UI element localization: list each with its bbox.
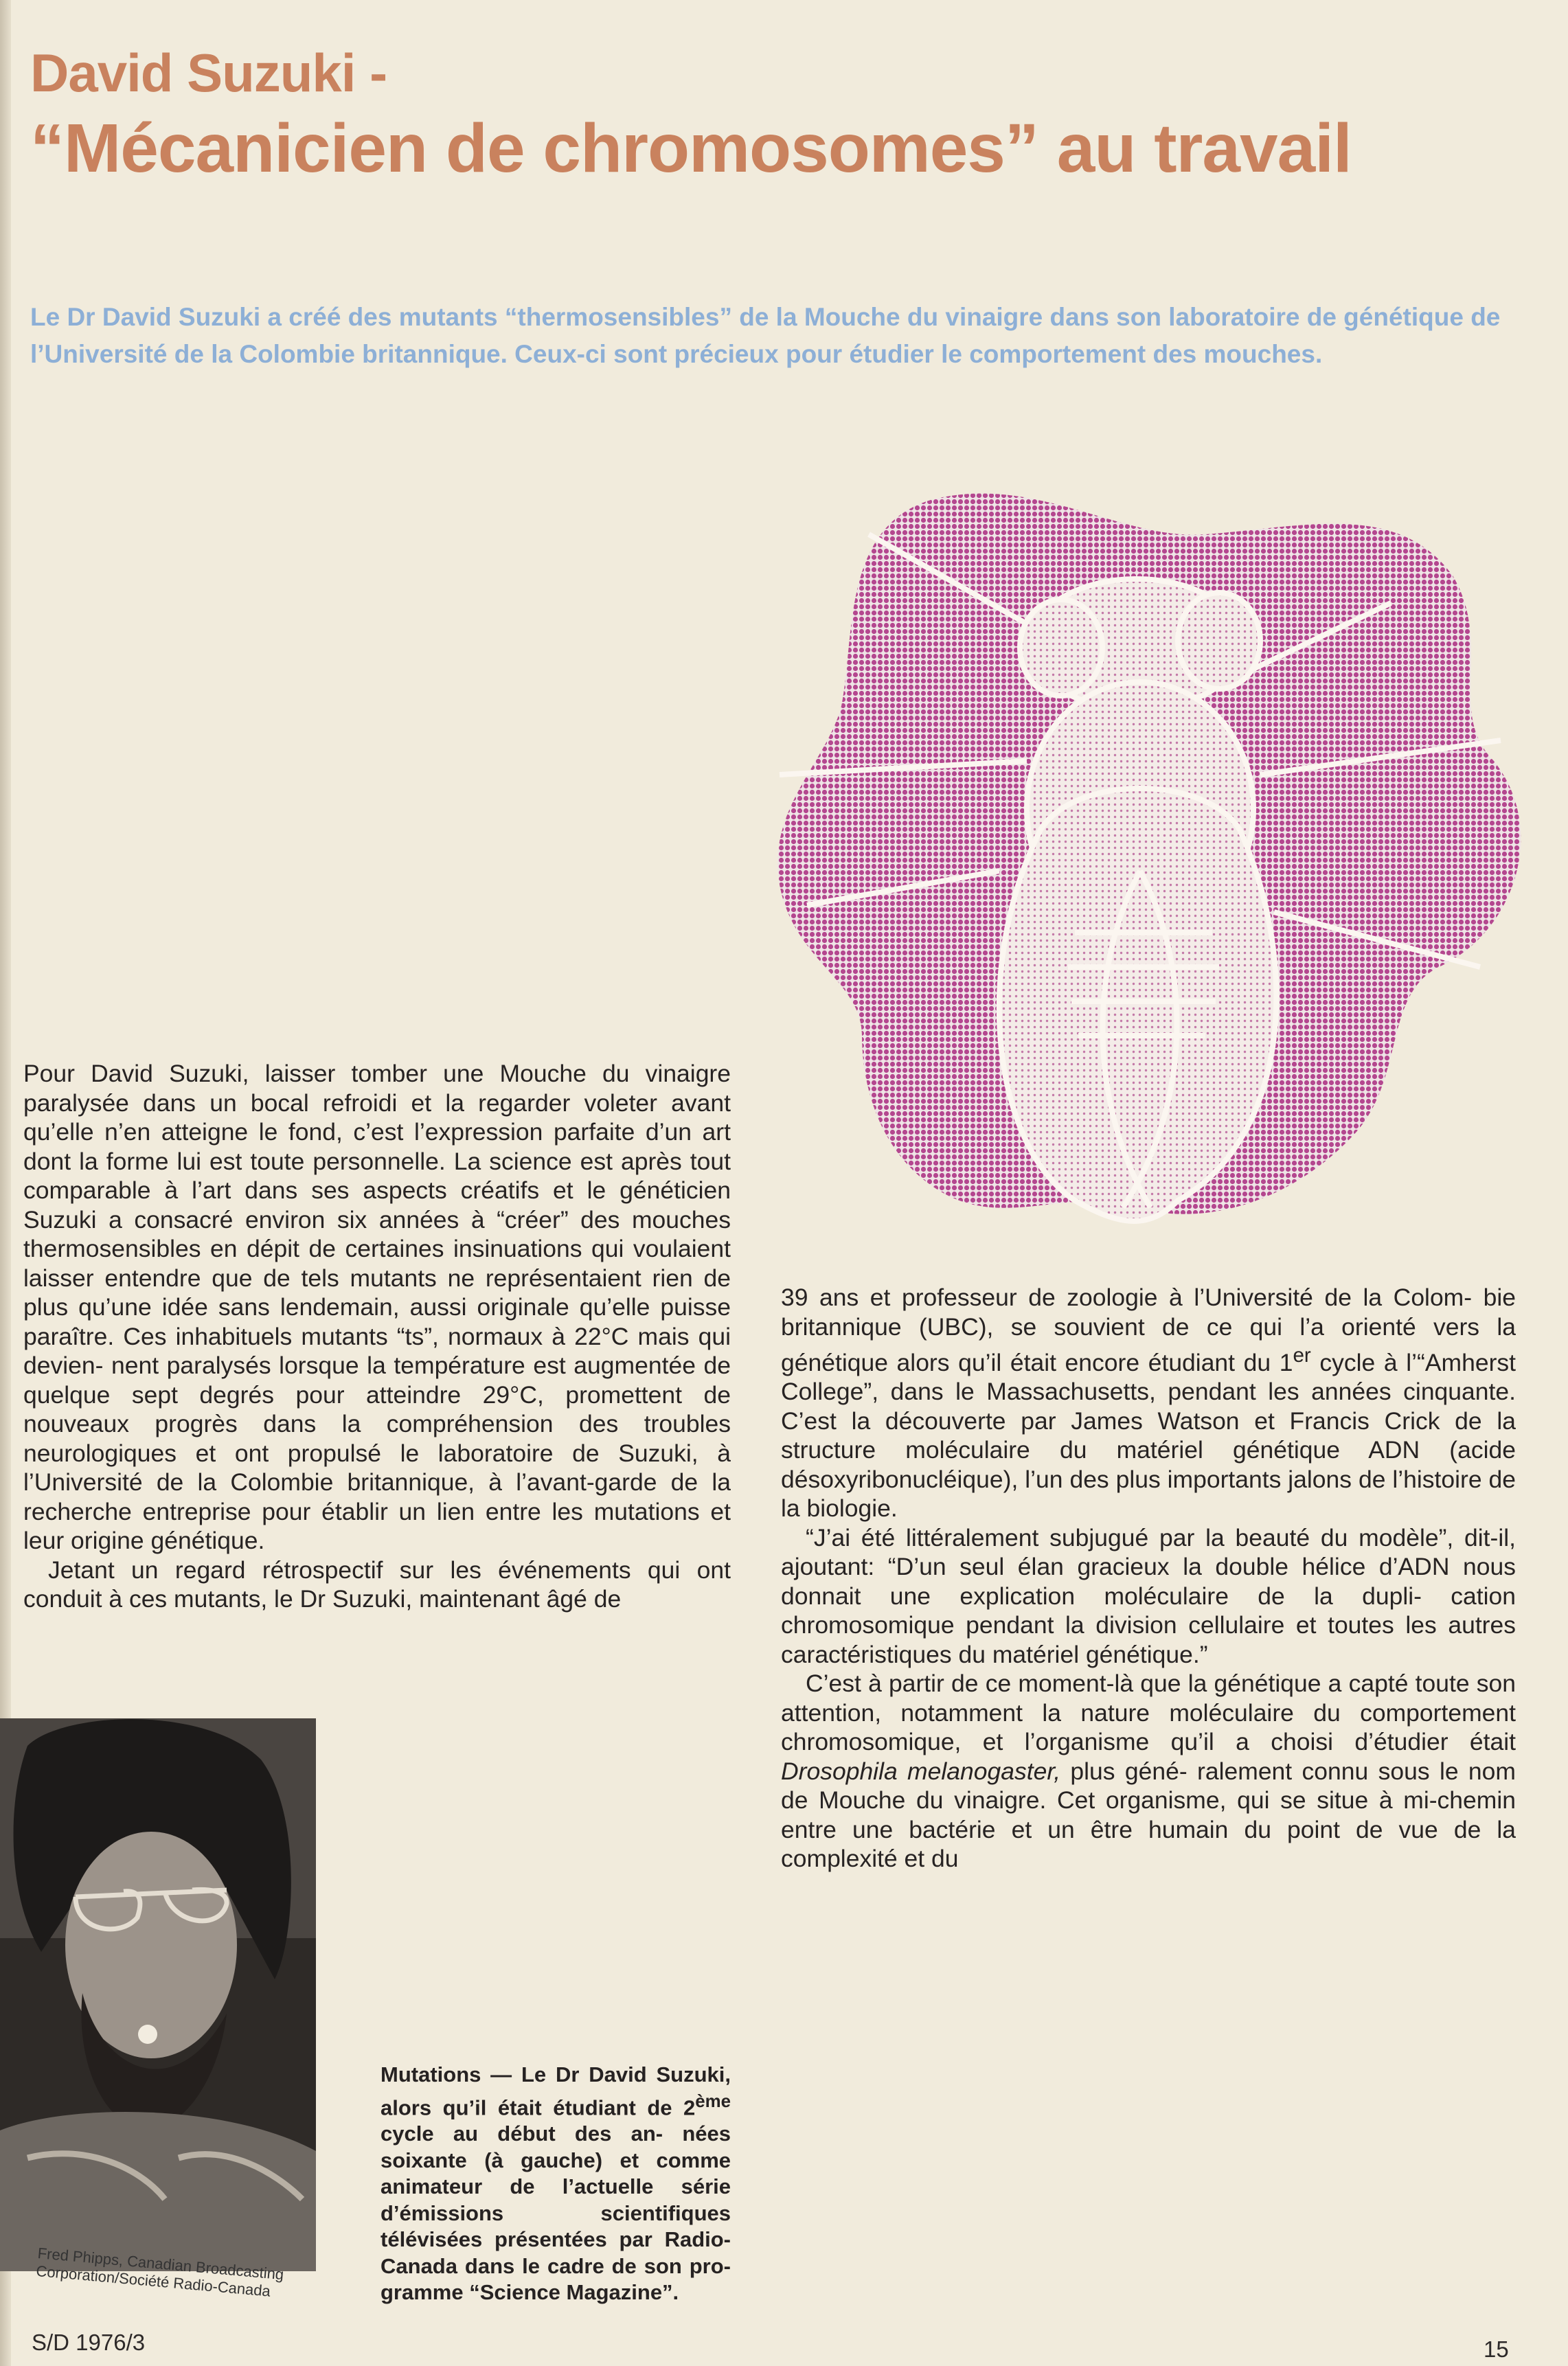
photo-caption [380,2062,731,2306]
caption-text: Mutations — Le Dr David Suzuki, alors qu’il était étudiant de 2 [380,2062,731,2119]
issue-label: S/D 1976/3 [32,2330,146,2355]
article-title-line-2: “Mécanicien de chromosomes” au travail [30,110,1352,187]
article-title-line-1: David Suzuki - [30,43,387,103]
article-paragraph: Jetant un regard rétrospectif sur les événements qui ont conduit à ces mutants, le Dr Suzuki, maintenant âgé de [23,1556,731,1613]
species-name: Drosophila melanogaster, [781,1757,1061,1785]
page-number: 15 [1484,2336,1509,2362]
paragraph-text: cycle à l’“Amherst College”, dans le Massachusetts, pendant les années cinquante. C’est la découverte par James Watson et Francis Crick de la structure moléculaire du matériel génétique ADN (acide désoxyribonucléique), l’un des plus importants jalons de l’histoire de la biologie. [781,1348,1516,1523]
caption-text: cycle au début des an- nées soixante (à gauche) et comme animateur de l’actuelle série d’émissions scientifiques télévisées présentées par Radio- Canada dans le cadre de son pro- gramme “Science Magazine”. [380,2122,731,2305]
mouth [138,2025,157,2044]
article-paragraph [781,1669,1516,1874]
article-paragraph: “J’ai été littéralement subjugué par la beauté du modèle”, dit-il, ajoutant: “D’un seul élan gracieux la double hélice d’ADN nous donnait une explication moléculaire de la dupli- cation chromosomique pendant la division cellulaire et toutes les autres caractéristiques du matériel génétique.” [781,1523,1516,1668]
portrait-photo [0,1718,316,2271]
paragraph-text: 39 ans et professeur de zoologie à l’Université de la Colom- bie britannique (UBC), se souvient de ce qui l’a orienté vers la génétique alors qu’il était encore étudiant du 1 [781,1284,1516,1376]
ordinal-superscript: ème [695,2091,731,2111]
article-title [30,38,1555,190]
ordinal-superscript: er [1293,1344,1311,1367]
paragraph-text: C’est à partir de ce moment-là que la génétique a capté toute son attention, notamment la nature moléculaire du comportement chromosomique, et l’organisme qu’il a choisi d’étudier était [781,1670,1516,1756]
article-paragraph: Pour David Suzuki, laisser tomber une Mouche du vinaigre paralysée dans un bocal refroidi et la regarder voleter avant qu’elle n’en atteigne le fond, c’est l’expression parfaite d’un art dont la forme lui est toute personnelle. La science est après tout comparable à l’art dans ses aspects créatifs et le généticien Suzuki a consacré environ six années à “créer” des mouches thermosensibles en dépit de certaines insinuations qui voulaient laisser entendre que de tels mutants ne représentaient rien de plus qu’une idée sans lendemain, aussi originale qu’elle puisse paraître. Ces inhabituels mutants “ts”, normaux à 22°C mais qui devien- nent paralysés lorsque la température est augmentée de quelque sept degrés pour atteindre 29°C, promettent de nouveaux progrès dans la compréhension des troubles neurologiques et ont propulsé le laboratoire de Suzuki, à l’Université de la Colombie britannique, à l’avant-garde de la recherche entreprise pour établir un lien entre les mutations et leur origine génétique. [23,1060,731,1554]
paragraph-text: plus géné- ralement connu sous le nom de Mouche du vinaigre. Cet organisme, qui se situe à mi-chemin entre une bactérie et un être humain du point de vue de la complexité et du [781,1757,1516,1873]
article-lede: Le Dr David Suzuki a créé des mutants “thermosensibles” de la Mouche du vinaigre dans son laboratoire de génétique de l’Université de la Colombie britannique. Ceux-ci sont précieux pour étudier le comportement des mouches. [30,303,1501,368]
photo-credit: Fred Phipps, Canadian Broadcasting Corporation/Société Radio-Canada [35,2244,285,2300]
article-paragraph [781,1283,1516,1523]
article-column-right [781,1283,1516,1874]
article-column-left [23,1059,731,1614]
fruit-fly-illustration [766,486,1528,1242]
